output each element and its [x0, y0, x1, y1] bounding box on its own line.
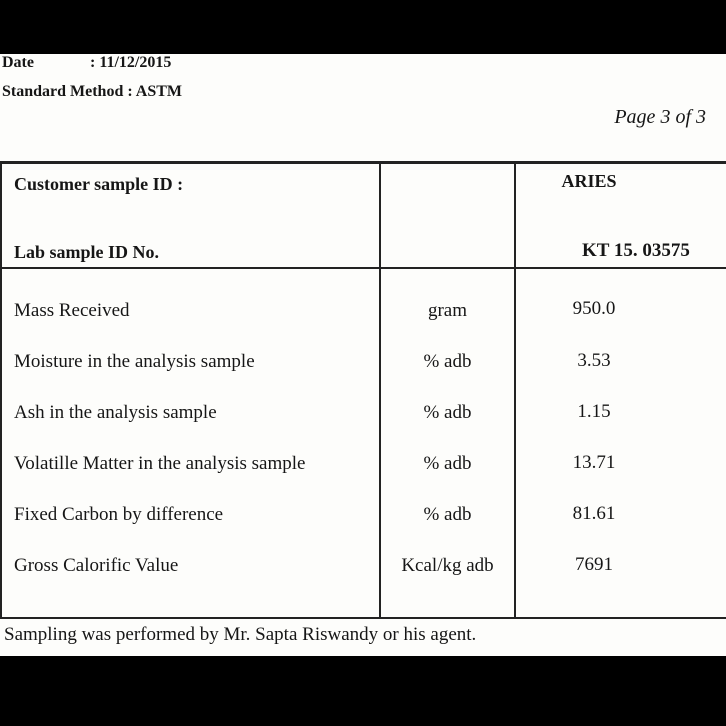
row-unit-ash: % adb: [423, 402, 472, 423]
row-param-mass: Mass Received: [14, 300, 130, 321]
row-unit-volatile-matter: % adb: [423, 453, 472, 474]
row-value-volatile-matter: 13.71: [572, 452, 616, 473]
page-number: Page 3 of 3: [614, 106, 706, 128]
table-divider-value: [514, 162, 516, 619]
row-value-gross-calorific: 7691: [575, 554, 613, 575]
row-value-moisture: 3.53: [577, 350, 611, 371]
row-param-volatile-matter: Volatille Matter in the analysis sample: [14, 453, 306, 474]
customer-sample-label: Customer sample ID :: [14, 174, 184, 194]
lab-sample-label: Lab sample ID No.: [14, 242, 160, 262]
table-top-border: [0, 161, 726, 164]
standard-method: Standard Method : ASTM: [2, 83, 183, 100]
row-value-ash: 1.15: [577, 401, 611, 422]
row-unit-fixed-carbon: % adb: [423, 504, 472, 525]
row-value-mass: 950.0: [572, 298, 616, 319]
row-unit-mass: gram: [427, 300, 468, 321]
table-header-border: [0, 267, 726, 269]
row-param-ash: Ash in the analysis sample: [14, 402, 217, 423]
sampling-note: Sampling was performed by Mr. Sapta Riswandy or his agent.: [4, 624, 477, 645]
row-param-fixed-carbon: Fixed Carbon by difference: [14, 504, 224, 525]
date-label: Date: [2, 54, 34, 71]
row-unit-gross-calorific: Kcal/kg adb: [401, 555, 494, 576]
row-param-gross-calorific: Gross Calorific Value: [14, 555, 179, 576]
row-param-moisture: Moisture in the analysis sample: [14, 351, 255, 372]
report-page: [0, 54, 726, 656]
customer-sample-value: ARIES: [561, 171, 617, 191]
table-left-border: [0, 162, 2, 619]
date-value: : 11/12/2015: [90, 54, 172, 71]
table-bottom-border: [0, 617, 726, 619]
row-value-fixed-carbon: 81.61: [572, 503, 616, 524]
lab-sample-value: KT 15. 03575: [582, 240, 690, 261]
row-unit-moisture: % adb: [423, 351, 472, 372]
table-divider-unit: [379, 162, 381, 619]
